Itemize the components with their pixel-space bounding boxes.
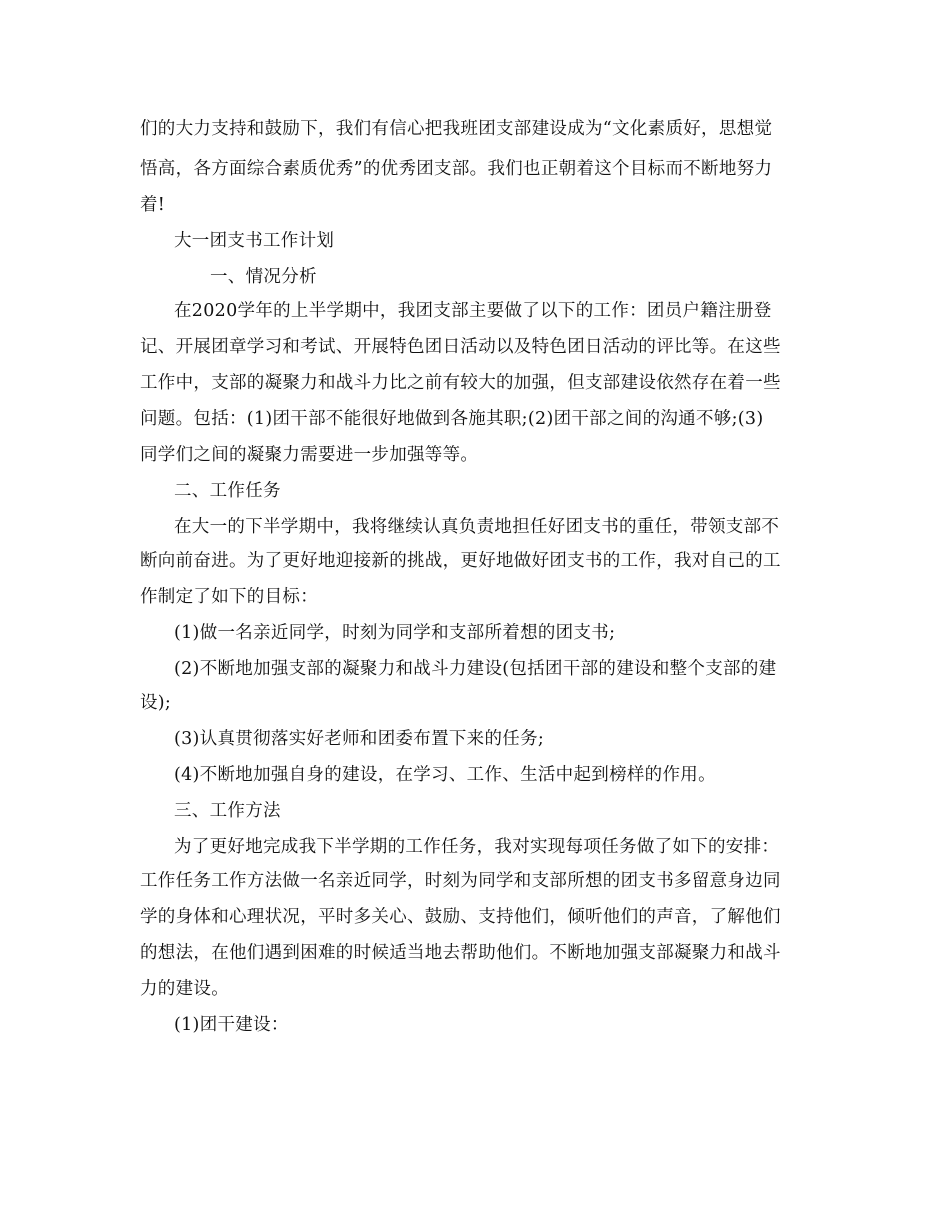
paragraph-line: 作制定了如下的目标：: [140, 587, 318, 607]
section-title: 大一团支书工作计划: [174, 231, 335, 251]
list-item-continuation: 设);: [140, 693, 172, 713]
list-item: (4)不断地加强自身的建设，在学习、工作、生活中起到榜样的作用。: [174, 765, 716, 785]
section-heading: 二、工作任务: [174, 481, 281, 501]
section-heading: 一、情况分析: [210, 267, 317, 287]
paragraph-line: 同学们之间的凝聚力需要进一步加强等等。: [140, 445, 479, 465]
list-item: (2)不断地加强支部的凝聚力和战斗力建设(包括团干部的建设和整个支部的建: [174, 659, 777, 679]
paragraph-line: 断向前奋进。为了更好地迎接新的挑战，更好地做好团支书的工作，我对自己的工: [140, 551, 781, 571]
paragraph-line: 工作中，支部的凝聚力和战斗力比之前有较大的加强，但支部建设依然存在着一些: [140, 373, 781, 393]
section-heading: 三、工作方法: [174, 801, 281, 821]
paragraph-line: 在大一的下半学期中，我将继续认真负责地担任好团支书的重任，带领支部不: [174, 517, 780, 537]
list-item: (1)团干建设：: [174, 1015, 289, 1035]
list-item: (1)做一名亲近同学，时刻为同学和支部所着想的团支书;: [174, 623, 616, 643]
paragraph-line: 悟高，各方面综合素质优秀”的优秀团支部。我们也正朝着这个目标而不断地努力: [140, 159, 773, 179]
paragraph-line: 力的建设。: [140, 979, 229, 999]
paragraph-line: 在2020学年的上半学期中，我团支部主要做了以下的工作：团员户籍注册登: [174, 301, 772, 321]
paragraph-line: 们的大力支持和鼓励下，我们有信心把我班团支部建设成为“文化素质好，思想觉: [140, 119, 773, 139]
paragraph-line: 的想法，在他们遇到困难的时候适当地去帮助他们。不断地加强支部凝聚力和战斗: [140, 943, 781, 963]
paragraph-line: 着!: [140, 195, 166, 215]
list-item: (3)认真贯彻落实好老师和团委布置下来的任务;: [174, 729, 545, 749]
paragraph-line: 问题。包括：(1)团干部不能很好地做到各施其职;(2)团干部之间的沟通不够;(3): [140, 409, 764, 429]
paragraph-line: 学的身体和心理状况，平时多关心、鼓励、支持他们，倾听他们的声音，了解他们: [140, 907, 781, 927]
paragraph-line: 工作任务工作方法做一名亲近同学，时刻为同学和支部所想的团支书多留意身边同: [140, 871, 781, 891]
paragraph-line: 为了更好地完成我下半学期的工作任务，我对实现每项任务做了如下的安排：: [174, 837, 780, 857]
paragraph-line: 记、开展团章学习和考试、开展特色团日活动以及特色团日活动的评比等。在这些: [140, 337, 781, 357]
